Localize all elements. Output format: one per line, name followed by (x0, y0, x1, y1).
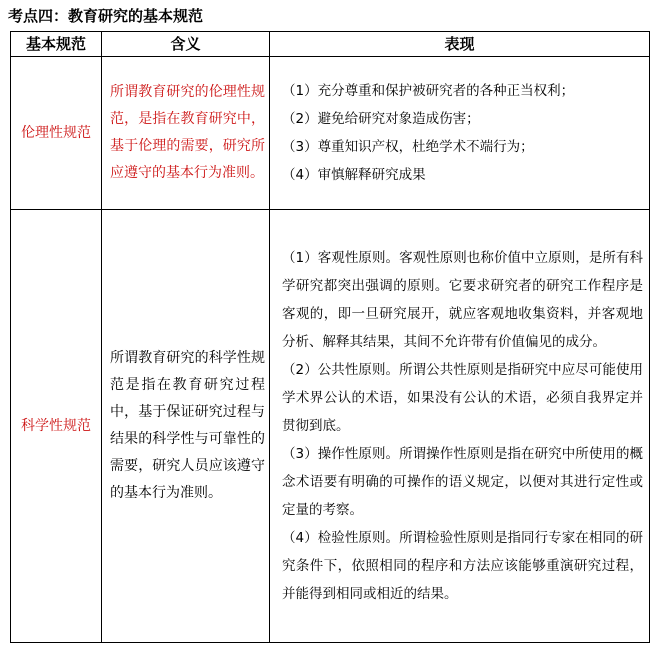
scientific-item-4: （4）检验性原则。所谓检验性原则是指同行专家在相同的研究条件下，依照相同的程序和方法应该能够重演研究过程，并能得到相同或相近的结果。 (282, 530, 643, 602)
ethics-item-1: （1）充分尊重和保护被研究者的各种正当权利； (282, 83, 575, 99)
norm-name-scientific: 科学性规范 (11, 210, 102, 643)
scientific-item-2: （2）公共性原则。所谓公共性原则是指研究中应尽可能使用学术界公认的术语，如果没有公认的术语，必须自我界定并贯彻到底。 (282, 362, 643, 434)
table-header-row (11, 32, 650, 57)
ethics-item-2: （2）避免给研究对象造成伤害； (282, 111, 480, 127)
manifestation-scientific (270, 210, 650, 643)
header-definition: 含义 (102, 32, 270, 57)
manifestation-ethics (270, 57, 650, 210)
header-norm-name: 基本规范 (11, 32, 102, 57)
header-manifestation: 表现 (270, 32, 650, 57)
scientific-item-1: （1）客观性原则。客观性原则也称价值中立原则，是所有科学研究都突出强调的原则。它要求研究者的研究工作程序是客观的，即一旦研究展开，就应客观地收集资料，并客观地分析、解释其结果，其间不允许带有价值偏见的成分。 (282, 250, 643, 350)
ethics-item-4: （4）审慎解释研究成果 (282, 167, 426, 183)
table-row-ethics (11, 57, 650, 210)
scientific-item-3: （3）操作性原则。所谓操作性原则是指在研究中所使用的概念术语要有明确的可操作的语义规定，以便对其进行定性或定量的考察。 (282, 446, 643, 518)
definition-ethics: 所谓教育研究的伦理性规范，是指在教育研究中，基于伦理的需要，研究所应遵守的基本行为准则。 (102, 57, 270, 210)
ethics-item-3: （3）尊重知识产权，杜绝学术不端行为； (282, 139, 534, 155)
page-title: 考点四：教育研究的基本规范 (8, 7, 204, 25)
norm-name-ethics: 伦理性规范 (11, 57, 102, 210)
table-row-scientific (11, 210, 650, 643)
norms-table (10, 31, 650, 643)
definition-scientific: 所谓教育研究的科学性规范是指在教育研究过程中，基于保证研究过程与结果的科学性与可靠性的需要，研究人员应该遵守的基本行为准则。 (102, 210, 270, 643)
